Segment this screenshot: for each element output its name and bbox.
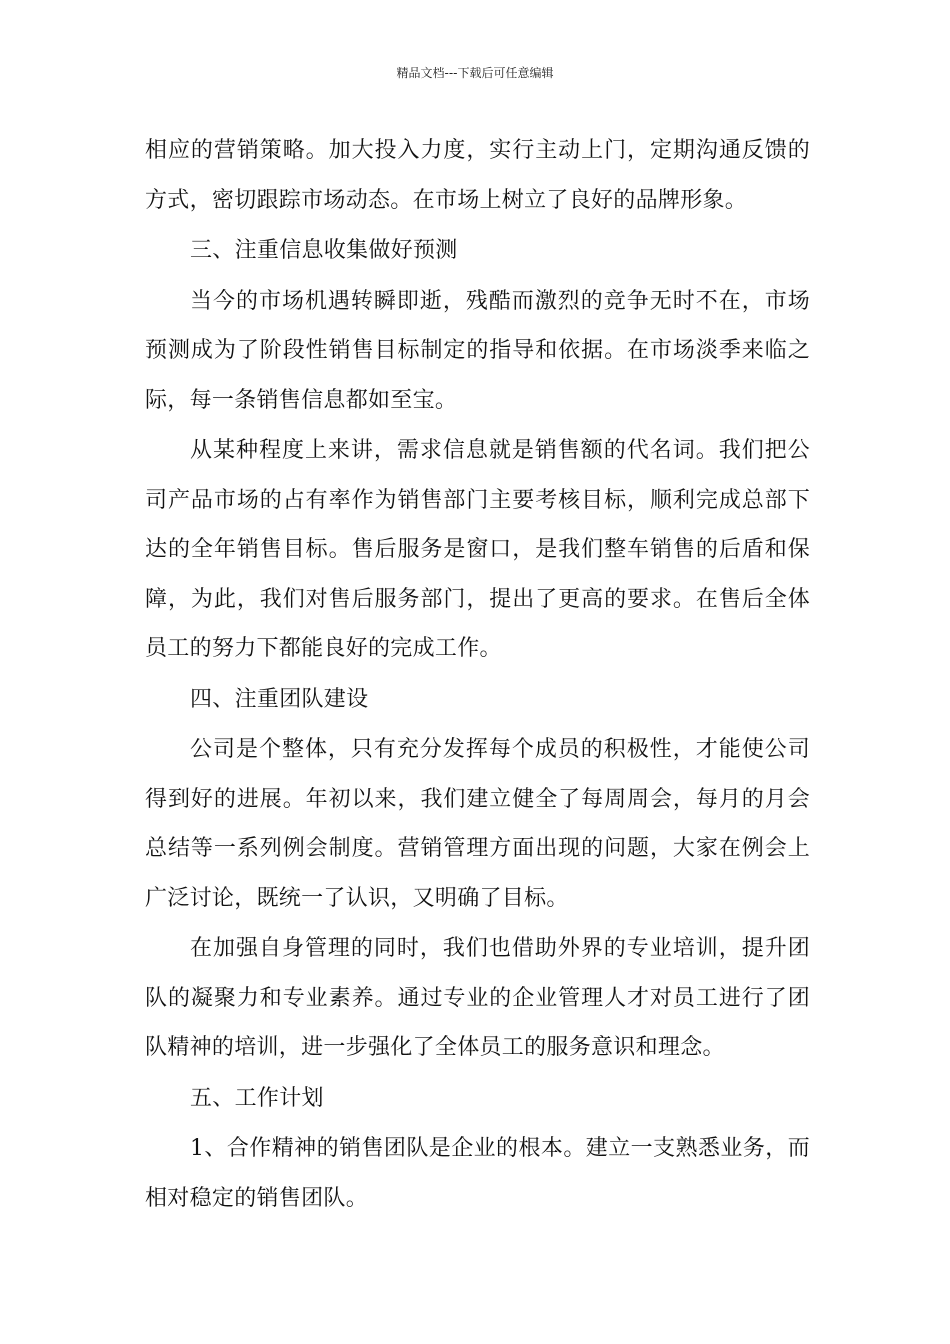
paragraph: 1、合作精神的销售团队是企业的根本。建立一支熟悉业务，而相对稳定的销售团队。	[145, 1136, 810, 1211]
paragraph: 从某种程度上来讲，需求信息就是销售额的代名词。我们把公司产品市场的占有率作为销售部门主要考核目标，顺利完成总部下达的全年销售目标。售后服务是窗口，是我们整车销售的后盾和保障，为此，我们对售后服务部门，提出了更高的要求。在售后全体员工的努力下都能良好的完成工作。	[145, 438, 810, 661]
section-heading-5: 五、工作计划	[190, 1085, 324, 1111]
section-heading-3: 三、注重信息收集做好预测	[190, 238, 458, 263]
page-header: 精品文档---下载后可任意编辑	[396, 66, 554, 80]
document-body	[145, 126, 810, 1224]
paragraph: 公司是个整体，只有充分发挥每个成员的积极性，才能使公司得到好的进展。年初以来，我们建立健全了每周周会，每月的月会总结等一系列例会制度。营销管理方面出现的问题，大家在例会上广泛讨论，既统一了认识，又明确了目标。	[145, 737, 810, 911]
paragraph-continued: 相应的营销策略。加大投入力度，实行主动上门，定期沟通反馈的方式，密切跟踪市场动态。在市场上树立了良好的品牌形象。	[145, 138, 810, 213]
section-heading-4: 四、注重团队建设	[190, 686, 369, 712]
paragraph: 在加强自身管理的同时，我们也借助外界的专业培训，提升团队的凝聚力和专业素养。通过专业的企业管理人才对员工进行了团队精神的培训，进一步强化了全体员工的服务意识和理念。	[145, 936, 810, 1060]
paragraph: 当今的市场机遇转瞬即逝，残酷而激烈的竞争无时不在，市场预测成为了阶段性销售目标制定的指导和依据。在市场淡季来临之际，每一条销售信息都如至宝。	[145, 288, 810, 413]
